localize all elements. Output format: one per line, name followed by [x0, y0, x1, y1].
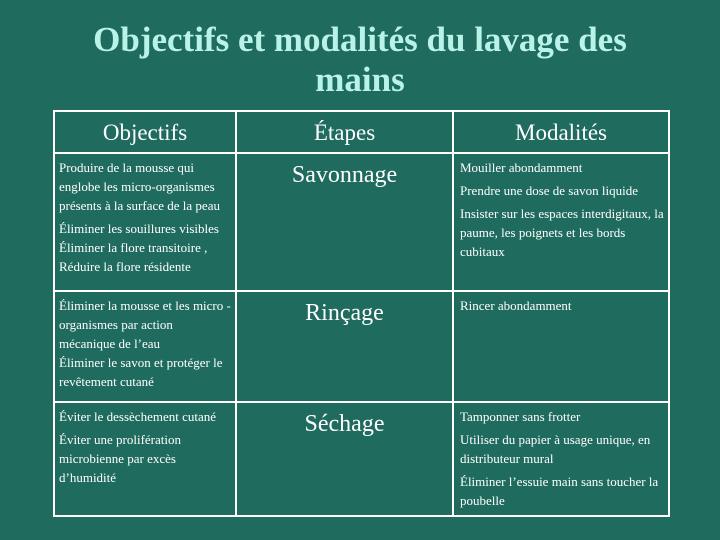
objectif-item: Éviter une prolifération microbienne par excès d’humidité: [59, 432, 182, 485]
etape-cell: [236, 291, 453, 402]
etape-label: Séchage: [304, 411, 385, 437]
objectif-item: Éliminer la mousse et les micro -organismes par action mécanique de l’eau: [59, 298, 231, 351]
etape-cell: [236, 153, 453, 291]
objectifs-cell: [54, 402, 236, 516]
header-objectifs-label: Objectifs: [102, 120, 188, 145]
title-line-1: Objectifs et modalités du lavage des: [93, 20, 627, 59]
title-line-2: mains: [315, 60, 405, 99]
objectif-item: Produire de la mousse qui englobe les micro-organismes présents à la surface de la peau: [59, 160, 220, 213]
table-row: [54, 402, 669, 516]
header-modalites: [453, 111, 669, 153]
page-title: [20, 20, 700, 100]
objectif-item: Éliminer les souillures visibles: [59, 221, 219, 236]
objectifs-cell: [54, 153, 236, 291]
modalite-item: Utiliser du papier à usage unique, en distributeur mural: [460, 432, 651, 466]
etape-cell: [236, 402, 453, 516]
etape-label: Rinçage: [305, 300, 384, 326]
header-etapes: [236, 111, 453, 153]
modalite-item: Insister sur les espaces interdigitaux, la paume, les poignets et les bords cubitaux: [460, 206, 664, 259]
table-row: [54, 153, 669, 291]
header-modalites-label: Modalités: [515, 120, 607, 145]
objectif-item: Éviter le dessèchement cutané: [59, 409, 217, 424]
modalite-item: Mouiller abondamment: [460, 160, 583, 175]
etape-label: Savonnage: [291, 162, 398, 188]
header-etapes-label: Étapes: [313, 120, 376, 145]
table-header-row: [54, 111, 669, 153]
objectif-item: Réduire la flore résidente: [59, 259, 191, 274]
hand-washing-table: [53, 110, 670, 517]
modalite-item: Tamponner sans frotter: [460, 409, 581, 424]
header-objectifs: [54, 111, 236, 153]
modalite-item: Éliminer l’essuie main sans toucher la poubelle: [460, 474, 659, 508]
objectif-item: Éliminer la flore transitoire ,: [59, 240, 208, 255]
modalite-item: Prendre une dose de savon liquide: [460, 183, 638, 198]
objectifs-cell: [54, 291, 236, 402]
modalites-cell: [453, 153, 669, 291]
modalites-cell: [453, 402, 669, 516]
modalite-item: Rincer abondamment: [460, 298, 572, 313]
modalites-cell: [453, 291, 669, 402]
table-row: [54, 291, 669, 402]
objectif-item: Éliminer le savon et protéger le revêtement cutané: [59, 355, 223, 389]
